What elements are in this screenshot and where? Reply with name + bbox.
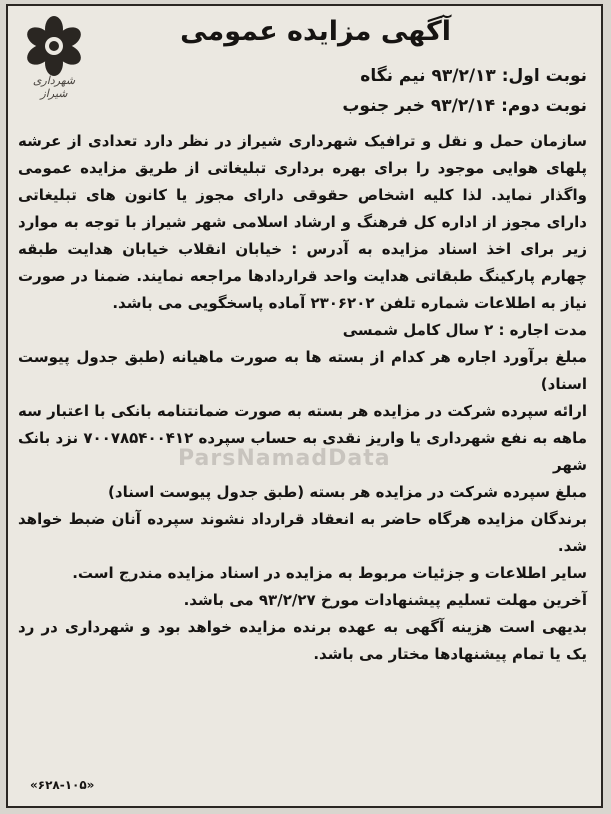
notice-body	[18, 128, 587, 668]
flower-emblem-icon	[20, 16, 88, 76]
shiraz-municipality-logo	[20, 16, 88, 100]
notice-title: آگهی مزایده عمومی	[180, 16, 451, 47]
reference-code: «۶۲۸-۱۰۵»	[30, 778, 95, 792]
cost-clause: بدیهی است هزینه آگهی به عهده برنده مزایده خواهد بود و شهرداری در رد یک یا تمام پیشنهادها مختار می باشد.	[18, 618, 587, 663]
logo-caption: شهرداری شیراز	[32, 74, 76, 100]
deadline: آخرین مهلت تسلیم پیشنهادات مورخ ۹۳/۲/۲۷ می باشد.	[183, 591, 587, 609]
watermark: ParsNamadData	[178, 446, 391, 471]
deposit-guarantee: ارائه سپرده شرکت در مزایده هر بسته به صورت ضمانتنامه بانکی با اعتبار سه ماهه به نفع شهرداری یا واریز نقدی به حساب سپرده ۷۰۰۷۸۵۴۰۰۴۱۲ نزد بانک شهر	[18, 402, 587, 474]
other-info: سایر اطلاعات و جزئیات مربوط به مزایده در اسناد مزایده مندرج است.	[72, 564, 587, 582]
deposit-amount: مبلغ سپرده شرکت در مزایده هر بسته (طبق جدول پیوست اسناد)	[108, 483, 587, 501]
edition-first: نوبت اول: ۹۳/۲/۱۳ نیم نگاه	[360, 66, 587, 86]
estimated-rent: مبلغ برآورد اجاره هر کدام از بسته ها به صورت ماهیانه (طبق جدول پیوست اسناد)	[18, 348, 587, 393]
lease-duration: مدت اجاره : ۲ سال کامل شمسی	[342, 321, 587, 339]
edition-second: نوبت دوم: ۹۳/۲/۱۴ خبر جنوب	[342, 96, 587, 116]
intro-paragraph: سازمان حمل و نقل و ترافیک شهرداری شیراز در نظر دارد تعدادی از عرشه پلهای هوایی موجود را برای بهره برداری تبلیغاتی از طریق مزایده عمومی واگذار نماید. لذا کلیه اشخاص حقوقی دارای مجوز یا کانون های تبلیغاتی دارای مجوز از اداره کل فرهنگ و ارشاد اسلامی شهر شیراز با توجه به موارد زیر برای اخذ اسناد مزایده به آدرس : خیابان انقلاب خیابان هدایت طبقه چهارم پارکینگ طبقاتی هدایت واحد قراردادها مراجعه نمایند. ضمنا در صورت نیاز به اطلاعات شماره تلفن ۲۳۰۶۲۰۲ آماده پاسخگویی می باشد.	[18, 132, 587, 312]
notice-card	[6, 4, 603, 808]
forfeit-clause: برندگان مزایده هرگاه حاضر به انعقاد قرارداد نشوند سپرده آنان ضبط خواهد شد.	[18, 510, 587, 555]
